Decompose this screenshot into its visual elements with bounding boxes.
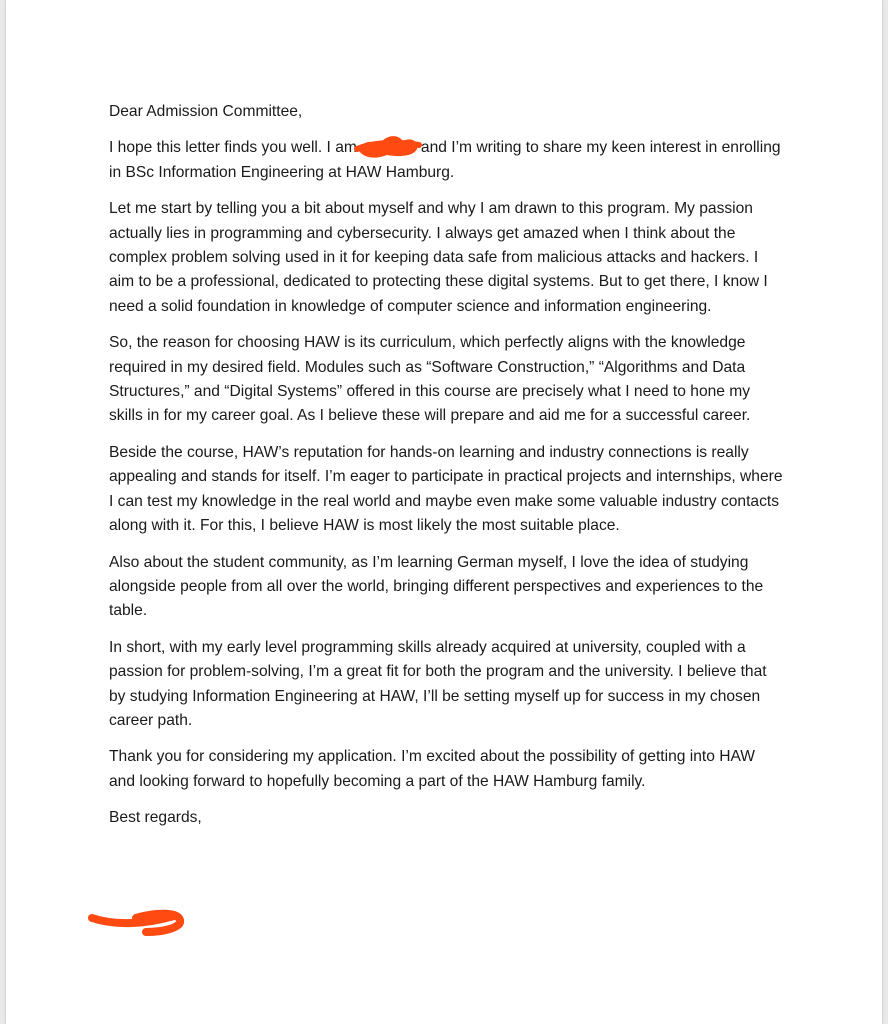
signature-redaction-scribble (86, 904, 190, 944)
name-redaction-scribble (357, 139, 421, 153)
paragraph-summary: In short, with my early level programming skills already acquired at university, coupled with a passion for problem-solving, I’m a great fit for both the program and the university. I believe that by studying Information Engineering at HAW, I’ll be setting myself up for success in my chosen career path. (109, 638, 767, 729)
closing: Best regards, (109, 809, 202, 827)
paragraph-curriculum: So, the reason for choosing HAW is its curriculum, which perfectly aligns with the knowledge required in my desired field. Modules such as “Software Construction,” “Algorithms and Data Structures,” and “Digital Systems” offered in this course are precisely what I need to hone my skills in for my career goal. As I believe these will prepare and aid me for a successful career. (109, 334, 751, 425)
document-page (6, 0, 882, 1024)
intro-paragraph (109, 136, 785, 185)
paragraph-about-self: Let me start by telling you a bit about myself and why I am drawn to this program. My passion actually lies in programming and cybersecurity. I always get amazed when I think about the complex problem solving used in it for keeping data safe from malicious attacks and hackers. I aim to be a professional, dedicated to protecting these digital systems. But to get there, I know I need a solid foundation in knowledge of computer science and information engineering. (109, 200, 768, 315)
intro-text-start: I hope this letter finds you well. I am (109, 139, 357, 157)
paragraph-reputation: Beside the course, HAW’s reputation for hands-on learning and industry connections is really appealing and stands for itself. I’m eager to participate in practical projects and internships, where I can test my knowledge in the real world and maybe even make some valuable industry contacts along with it. For this, I believe HAW is most likely the most suitable place. (109, 443, 783, 535)
salutation: Dear Admission Committee, (109, 103, 303, 120)
letter-body (109, 100, 785, 843)
intro-text-end: and I’m writing to share my keen interest in enrolling in BSc Information Engineering at HAW Hamburg. (109, 139, 781, 181)
paragraph-community: Also about the student community, as I’m learning German myself, I love the idea of studying alongside people from all over the world, bringing different perspectives and experiences to the table. (109, 553, 764, 620)
paragraph-thanks: Thank you for considering my application. I’m excited about the possibility of getting into HAW and looking forward to hopefully becoming a part of the HAW Hamburg family. (109, 748, 756, 790)
